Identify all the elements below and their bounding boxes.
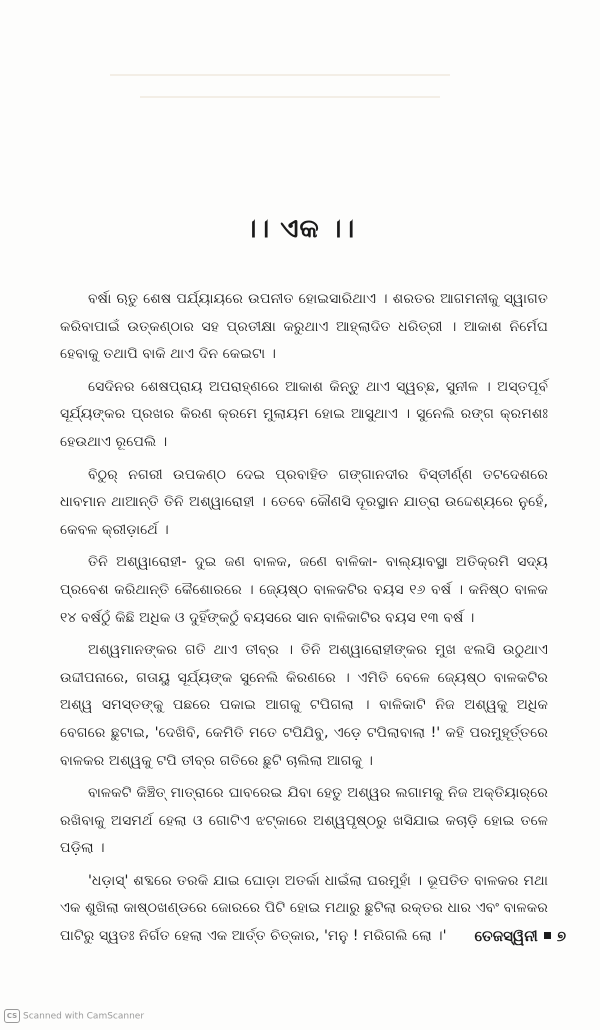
paragraph: ଅଶ୍ୱମାନଙ୍କର ଗତି ଥାଏ ତୀବ୍ର । ତିନି ଅଶ୍ୱାରୋହୀଙ୍କର ମୁଖ ଝଲସି ଉଠୁଥାଏ ଉଦ୍ଦୀପନାରେ, ଗତାୟୁ ସୂର୍ଯ୍ୟଙ୍କ ସୁନେଲି କିରଣରେ । ଏମିତି ବେଳେ ଜ୍ୟେଷ୍ଠ ବାଳକଟିର ଅଶ୍ୱ ସମସ୍ତଙ୍କୁ ପଛରେ ପକାଇ ଆଗକୁ ଟପିଗଲା । ବାଳିକାଟି ନିଜ ଅଶ୍ୱକୁ ଅଧିକ ବେଗରେ ଛୁଟାଇ, 'ଦେଖିବି, କେମିତି ମତେ ଟପିଯିବୁ, ଏଡ଼େ ଟପିଲାବାଲା !' କହି ପରମୁହୂର୍ତ୍ତରେ ବାଳକର ଅଶ୍ୱକୁ ଟପି ତୀବ୍ର ଗତିରେ ଛୁଟି ଚାଲିଲା ଆଗକୁ ।	[60, 642, 548, 769]
body-text	[60, 286, 548, 956]
paragraph: ବିଠୁର୍ ନଗରୀ ଉପକଣ୍ଠ ଦେଇ ପ୍ରବାହିତ ଗଙ୍ଗାନଦୀର ବିସ୍ତୀର୍ଣ୍ଣ ତଟଦେଶରେ ଧାବମାନ ଥାଆନ୍ତି ତିନି ଅଶ୍ୱାରୋହୀ । ତେବେ କୌଣସି ଦୂରସ୍ଥାନ ଯାତ୍ରା ଉଦ୍ଦେଶ୍ୟରେ ନୁହେଁ, କେବଳ କ୍ରୀଡ଼ାର୍ଥେ ।	[60, 466, 548, 538]
paragraph: ବାଳକଟି କିଞ୍ଚିତ୍ ମାତ୍ରାରେ ଘାବରେଇ ଯିବା ହେତୁ ଅଶ୍ୱର ଲଗାମକୁ ନିଜ ଅକ୍ତିୟାର୍‌ରେ ରଖିବାକୁ ଅସମର୍ଥ ହେଲା ଓ ଗୋଟିଏ ଝଟ୍‌କାରେ ଅଶ୍ୱପୃଷ୍ଠରୁ ଖସିଯାଇ କଚାଡ଼ି ହୋଇ ତଳେ ପଡ଼ିଲା ।	[60, 785, 548, 857]
chapter-heading: ।। ଏକ ।।	[244, 214, 356, 244]
bleed-through-line	[140, 96, 440, 98]
page-number: ୭	[556, 927, 566, 945]
scanner-watermark	[4, 1009, 144, 1023]
paragraph: ବର୍ଷା ଋତୁ ଶେଷ ପର୍ଯ୍ୟାୟରେ ଉପନୀତ ହୋଇସାରିଥାଏ । ଶରତର ଆଗମନୀକୁ ସ୍ୱାଗତ କରିବାପାଇଁ ଉତ୍କଣ୍ଠାର ସହ ପ୍ରତୀକ୍ଷା କରୁଥାଏ ଆହ୍ଲାଦିତ ଧରିତ୍ରୀ । ଆକାଶ ନିର୍ମେଘ ହେବାକୁ ତଥାପି ବାକି ଥାଏ ଦିନ କେଇଟା ।	[60, 291, 548, 363]
paragraph: 'ଧଡ଼ାସ୍' ଶବ୍ଦରେ ତରକି ଯାଇ ଘୋଡ଼ା ଅତର୍କା ଧାଇଁଲା ଘରମୁହାଁ । ଭୂପତିତ ବାଳକର ମଥା ଏକ ଶୁଖିଲା କାଷ୍ଠଖଣ୍ଡରେ ଜୋରରେ ପିଟି ହୋଇ ମଥାରୁ ଛୁଟିଲା ରକ୍ତର ଧାର ଏବଂ ବାଳକର ପାଟିରୁ ସ୍ୱତଃ ନିର୍ଗତ ହେଲା ଏକ ଆର୍ତ୍ତ ଚିତ୍କାର, 'ମନୁ ! ମରିଗଲି ଲୋ ।'	[60, 872, 548, 945]
paragraph: ସେଦିନର ଶେଷପ୍ରାୟ ଅପରାହ୍ଣରେ ଆକାଶ କିନ୍ତୁ ଥାଏ ସ୍ୱଚ୍ଛ, ସୁନୀଳ । ଅସ୍ତପୂର୍ବ ସୂର୍ଯ୍ୟଙ୍କର ପ୍ରଖର କିରଣ କ୍ରମେ ମୁଲାୟମ ହୋଇ ଆସୁଥାଏ । ସୁନେଲି ରଙ୍ଗ କ୍ରମଶଃ ହେଉଥାଏ ରୂପେଲି ।	[60, 378, 548, 450]
paragraph: ତିନି ଅଶ୍ୱାରୋହୀ- ଦୁଇ ଜଣ ବାଳକ, ଜଣେ ବାଳିକା- ବାଲ୍ୟାବସ୍ଥା ଅତିକ୍ରମି ସଦ୍ୟ ପ୍ରବେଶ କରିଥାନ୍ତି କୈଶୋରରେ । ଜ୍ୟେଷ୍ଠ ବାଳକଟିର ବୟସ ୧୬ ବର୍ଷ । କନିଷ୍ଠ ବାଳକ ୧୪ ବର୍ଷଠୁଁ କିଛି ଅଧିକ ଓ ଦୁହିଁଙ୍କଠୁଁ ବୟସରେ ସାନ ବାଳିକାଟିର ବୟସ ୧୩ ବର୍ଷ ।	[60, 554, 548, 626]
camscanner-logo-icon: CS	[4, 1009, 20, 1023]
book-title: ତେଜସ୍ୱିନୀ	[474, 927, 538, 945]
scanner-watermark-text: Scanned with CamScanner	[23, 1011, 145, 1022]
square-separator-icon	[544, 932, 551, 939]
bleed-through-line	[110, 74, 450, 76]
page-footer	[475, 927, 566, 945]
